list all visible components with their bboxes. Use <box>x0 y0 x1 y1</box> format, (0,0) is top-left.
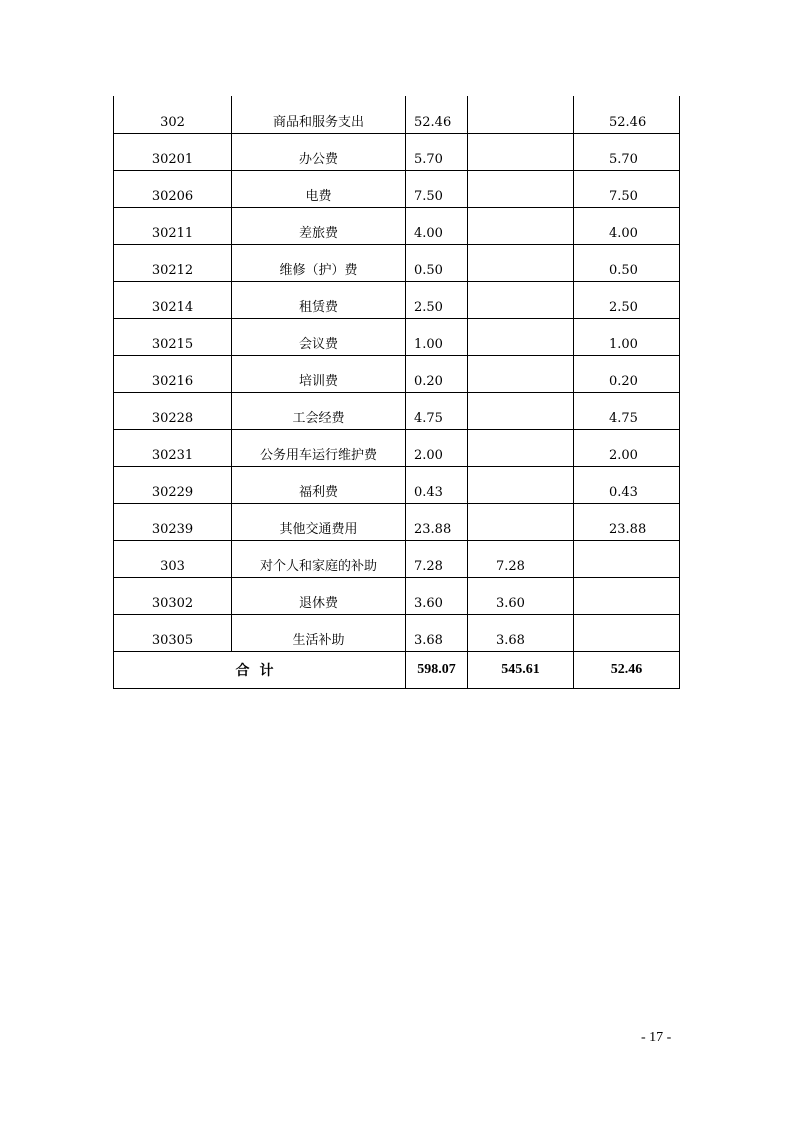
table-row <box>114 170 680 207</box>
cell-basic: 3.68 <box>468 614 574 651</box>
cell-name: 工会经费 <box>232 392 406 429</box>
cell-project <box>574 540 680 577</box>
cell-total: 4.75 <box>406 392 468 429</box>
cell-name: 会议费 <box>232 318 406 355</box>
table-row <box>114 429 680 466</box>
cell-project: 2.00 <box>574 429 680 466</box>
cell-name: 退休费 <box>232 577 406 614</box>
cell-code: 30239 <box>114 503 232 540</box>
cell-project: 4.75 <box>574 392 680 429</box>
cell-code: 30214 <box>114 281 232 318</box>
cell-basic <box>468 318 574 355</box>
cell-total: 5.70 <box>406 133 468 170</box>
table-row <box>114 133 680 170</box>
cell-project: 23.88 <box>574 503 680 540</box>
cell-code: 30228 <box>114 392 232 429</box>
table-row <box>114 318 680 355</box>
cell-total: 2.50 <box>406 281 468 318</box>
cell-project: 52.46 <box>574 96 680 133</box>
cell-name: 生活补助 <box>232 614 406 651</box>
budget-table <box>113 96 680 689</box>
cell-basic: 3.60 <box>468 577 574 614</box>
cell-project: 5.70 <box>574 133 680 170</box>
table-row <box>114 503 680 540</box>
cell-total: 3.60 <box>406 577 468 614</box>
table-row <box>114 355 680 392</box>
cell-name: 电费 <box>232 170 406 207</box>
cell-code: 30229 <box>114 466 232 503</box>
page-number: - 17 - <box>641 1030 672 1045</box>
cell-basic <box>468 133 574 170</box>
totals-label-text: 合计 <box>235 663 284 679</box>
cell-code: 30206 <box>114 170 232 207</box>
cell-project: 0.50 <box>574 244 680 281</box>
cell-code: 30201 <box>114 133 232 170</box>
table-row <box>114 244 680 281</box>
cell-name: 对个人和家庭的补助 <box>232 540 406 577</box>
cell-total: 0.50 <box>406 244 468 281</box>
cell-name: 办公费 <box>232 133 406 170</box>
cell-basic <box>468 281 574 318</box>
table-row <box>114 614 680 651</box>
cell-name: 公务用车运行维护费 <box>232 429 406 466</box>
table-row <box>114 281 680 318</box>
cell-name: 培训费 <box>232 355 406 392</box>
cell-basic <box>468 207 574 244</box>
totals-row <box>114 651 680 688</box>
cell-project: 2.50 <box>574 281 680 318</box>
cell-total: 7.50 <box>406 170 468 207</box>
totals-label <box>114 651 406 688</box>
cell-basic <box>468 503 574 540</box>
cell-project: 0.20 <box>574 355 680 392</box>
cell-project <box>574 577 680 614</box>
cell-name: 差旅费 <box>232 207 406 244</box>
table-row <box>114 96 680 133</box>
cell-code: 30212 <box>114 244 232 281</box>
table-row <box>114 466 680 503</box>
cell-project: 7.50 <box>574 170 680 207</box>
cell-total: 23.88 <box>406 503 468 540</box>
cell-name: 租赁费 <box>232 281 406 318</box>
table-row <box>114 392 680 429</box>
cell-total: 2.00 <box>406 429 468 466</box>
totals-basic: 545.61 <box>468 651 574 688</box>
table-row <box>114 577 680 614</box>
cell-code: 30302 <box>114 577 232 614</box>
cell-name: 商品和服务支出 <box>232 96 406 133</box>
cell-total: 1.00 <box>406 318 468 355</box>
cell-code: 302 <box>114 96 232 133</box>
budget-table-body <box>114 96 680 688</box>
cell-code: 30211 <box>114 207 232 244</box>
cell-name: 其他交通费用 <box>232 503 406 540</box>
cell-basic <box>468 244 574 281</box>
cell-basic <box>468 355 574 392</box>
cell-code: 30305 <box>114 614 232 651</box>
cell-project <box>574 614 680 651</box>
table-row <box>114 540 680 577</box>
totals-project: 52.46 <box>574 651 680 688</box>
cell-total: 7.28 <box>406 540 468 577</box>
cell-total: 0.43 <box>406 466 468 503</box>
cell-total: 3.68 <box>406 614 468 651</box>
cell-code: 30215 <box>114 318 232 355</box>
cell-total: 52.46 <box>406 96 468 133</box>
cell-basic <box>468 96 574 133</box>
cell-total: 4.00 <box>406 207 468 244</box>
cell-name: 福利费 <box>232 466 406 503</box>
table-row <box>114 207 680 244</box>
cell-code: 30231 <box>114 429 232 466</box>
cell-code: 303 <box>114 540 232 577</box>
cell-basic: 7.28 <box>468 540 574 577</box>
cell-total: 0.20 <box>406 355 468 392</box>
cell-code: 30216 <box>114 355 232 392</box>
cell-name: 维修（护）费 <box>232 244 406 281</box>
cell-project: 1.00 <box>574 318 680 355</box>
cell-basic <box>468 392 574 429</box>
cell-project: 0.43 <box>574 466 680 503</box>
cell-basic <box>468 466 574 503</box>
cell-project: 4.00 <box>574 207 680 244</box>
totals-total: 598.07 <box>406 651 468 688</box>
cell-basic <box>468 429 574 466</box>
cell-basic <box>468 170 574 207</box>
